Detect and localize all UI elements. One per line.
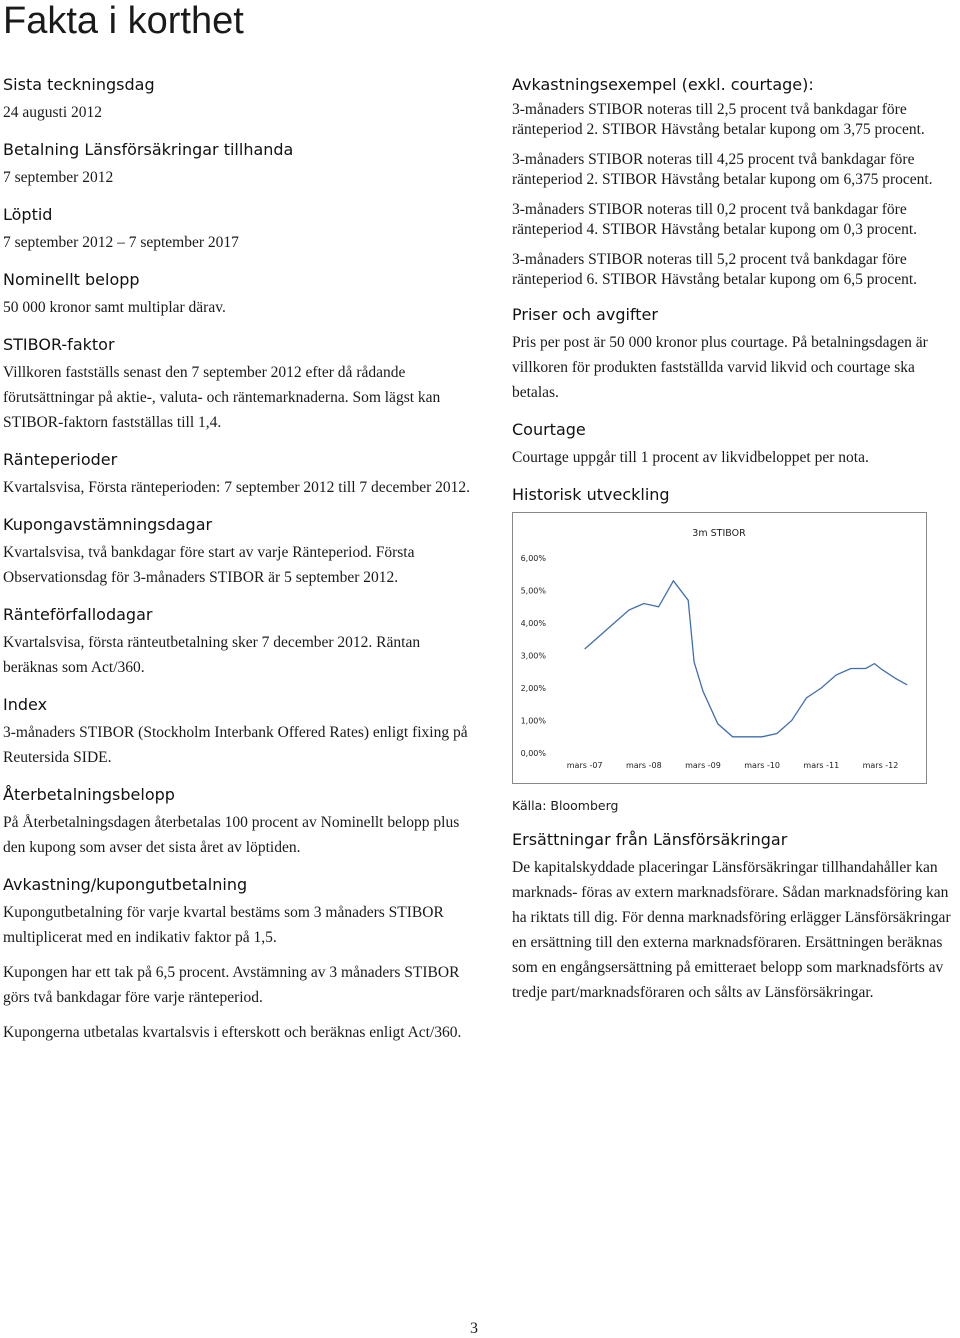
chart-title: 3m STIBOR [692, 528, 746, 539]
x-tick-label: mars -10 [744, 761, 781, 770]
y-tick-label: 2,00% [520, 684, 546, 693]
section-text: Kvartalsvisa, första ränteutbetalning sker 7 december 2012. Räntan beräknas som Act/360. [3, 634, 421, 676]
y-tick-label: 4,00% [520, 619, 546, 628]
section-heading: STIBOR-faktor [3, 335, 115, 354]
section-text: Kupongerna utbetalas kvartalsvis i efterskott och beräknas enligt Act/360. [3, 1024, 462, 1041]
section-text: 3-månaders STIBOR (Stockholm Interbank Offered Rates) enligt fixing på Reutersida SIDE. [3, 724, 468, 766]
y-tick-label: 0,00% [520, 749, 546, 758]
section-text: Kvartalsvisa, Första ränteperioden: 7 september 2012 till 7 december 2012. [3, 479, 471, 496]
section-text: Kupongutbetalning för varje kvartal bestäms som 3 månaders STIBOR multiplicerat med en indikativ faktor på 1,5. [3, 904, 444, 946]
page-title: Fakta i korthet [3, 0, 244, 42]
chart-source: Källa: Bloomberg [512, 798, 619, 813]
section-heading: Nominellt belopp [3, 270, 140, 289]
section-heading: Sista teckningsdag [3, 75, 155, 94]
x-tick-label: mars -12 [862, 761, 899, 770]
y-tick-label: 6,00% [520, 554, 546, 563]
fees-heading: Priser och avgifter [512, 305, 658, 324]
section-heading: Avkastning/kupongutbetalning [3, 875, 248, 894]
right-column [512, 74, 957, 1005]
section-heading: Index [3, 695, 48, 714]
compensation-text: De kapitalskyddade placeringar Länsförsäkringar tillhandahåller kan marknads- föras av extern marknadsförare. Sådan marknadsföring kan ha riktats till dig. För denna marknadsföring erlägger Länsförsäkringar en ersättning till den externa marknadsföraren. Ersättningen beräknas som en engångsersättning på emitteraet belopp som marknadsförts av tredje part/marknadsföraren och sålts av Länsförsäkringar. [512, 859, 951, 1001]
y-tick-label: 3,00% [520, 651, 546, 661]
stibor-chart [512, 512, 927, 784]
history-heading: Historisk utveckling [512, 485, 670, 504]
section-heading: Löptid [3, 205, 53, 224]
section-heading: Återbetalningsbelopp [3, 785, 175, 804]
stibor-chart-svg [513, 513, 926, 783]
x-tick-label: mars -11 [803, 761, 840, 770]
y-tick-label: 5,00% [520, 586, 546, 596]
page-number: 3 [470, 1320, 478, 1337]
section-text: Kvartalsvisa, två bankdagar före start av varje Ränteperiod. Första Observationsdag för 3-månaders STIBOR är 5 september 2012. [3, 544, 415, 586]
section-text: 7 september 2012 – 7 september 2017 [3, 234, 239, 251]
compensation-heading: Ersättningar från Länsförsäkringar [512, 830, 788, 849]
section-heading: Ränteperioder [3, 450, 118, 469]
fees-text: Pris per post är 50 000 kronor plus courtage. På betalningsdagen är villkoren för produkten fastställda varvid likvid och courtage ska betalas. [512, 334, 928, 401]
section-text: 7 september 2012 [3, 169, 114, 186]
section-text: Villkoren fastställs senast den 7 september 2012 efter då rådande förutsättningar på aktie-, valuta- och räntemarknaderna. Som lägst kan STIBOR-faktorn fastställas till 1,4. [3, 364, 441, 431]
courtage-text: Courtage uppgår till 1 procent av likvidbeloppet per nota. [512, 449, 869, 466]
section-text: På Återbetalningsdagen återbetalas 100 procent av Nominellt belopp plus den kupong som avser det sista året av löptiden. [3, 814, 460, 856]
courtage-heading: Courtage [512, 420, 586, 439]
example-list [512, 100, 957, 290]
section-text: 50 000 kronor samt multiplar därav. [3, 299, 226, 316]
x-tick-label: mars -07 [566, 761, 603, 770]
section-heading: Betalning Länsförsäkringar tillhanda [3, 140, 294, 159]
left-column [3, 74, 473, 1059]
x-tick-label: mars -09 [685, 761, 721, 770]
section-text: Kupongen har ett tak på 6,5 procent. Avstämning av 3 månaders STIBOR görs två bankdagar före varje ränteperiod. [3, 964, 460, 1006]
section-text: 24 augusti 2012 [3, 104, 103, 121]
example-text: 3-månaders STIBOR noteras till 0,2 procent två bankdagar före ränteperiod 4. STIBOR Hävstång betalar kupong om 0,3 procent. [512, 201, 918, 238]
x-tick-label: mars -08 [625, 761, 662, 770]
y-tick-label: 1,00% [520, 716, 546, 726]
section-heading: Kupongavstämningsdagar [3, 515, 213, 534]
example-text: 3-månaders STIBOR noteras till 2,5 procent två bankdagar före ränteperiod 2. STIBOR Hävstång betalar kupong om 3,75 procent. [512, 101, 925, 138]
example-heading: Avkastningsexempel (exkl. courtage): [512, 75, 814, 94]
series-line [585, 581, 907, 737]
example-text: 3-månaders STIBOR noteras till 4,25 procent två bankdagar före ränteperiod 2. STIBOR Hävstång betalar kupong om 6,375 procent. [512, 151, 933, 188]
example-text: 3-månaders STIBOR noteras till 5,2 procent två bankdagar före ränteperiod 6. STIBOR Hävstång betalar kupong om 6,5 procent. [512, 251, 918, 288]
section-heading: Ränteförfallodagar [3, 605, 153, 624]
